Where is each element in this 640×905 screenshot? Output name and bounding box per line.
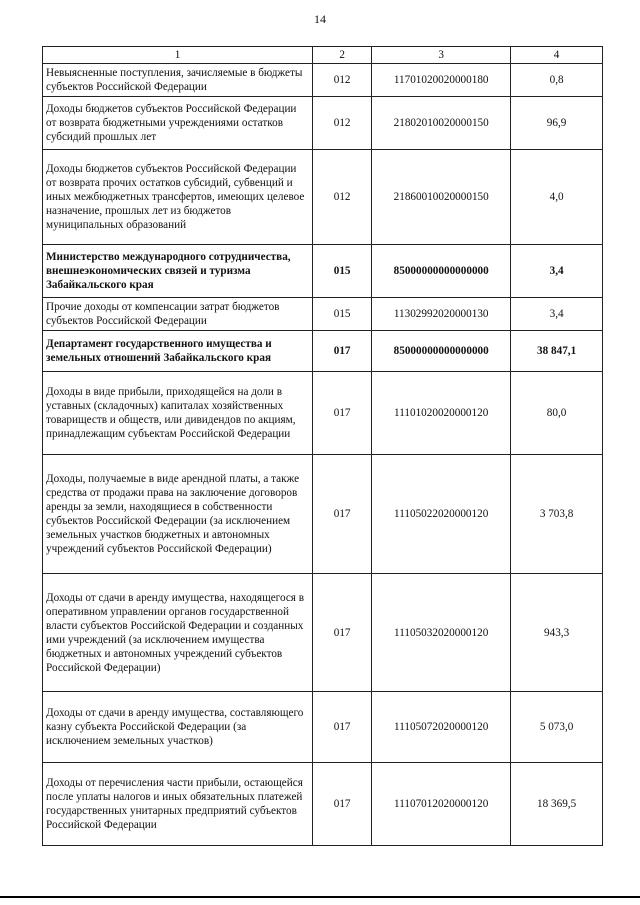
revenue-name-cell: Доходы от перечисления части прибыли, остающейся после уплаты налогов и иных обязательных платежей государственных унитарных предприятий субъектов Российской Федерации xyxy=(43,763,313,846)
amount-cell: 0,8 xyxy=(511,64,603,97)
amount-cell: 3,4 xyxy=(511,298,603,331)
admin-code-cell: 017 xyxy=(313,455,372,574)
budget-code-cell: 21860010020000150 xyxy=(372,150,511,245)
amount-cell: 5 073,0 xyxy=(511,692,603,763)
table-row xyxy=(43,692,603,763)
budget-code-cell: 11701020020000180 xyxy=(372,64,511,97)
table-header-row xyxy=(43,47,603,64)
budget-code-cell: 11302992020000130 xyxy=(372,298,511,331)
column-header-1: 1 xyxy=(43,47,313,64)
revenue-name-cell: Доходы бюджетов субъектов Российской Федерации от возврата бюджетными учреждениями остатков субсидий прошлых лет xyxy=(43,97,313,150)
admin-code-cell: 017 xyxy=(313,331,372,372)
amount-cell: 96,9 xyxy=(511,97,603,150)
budget-code-cell: 85000000000000000 xyxy=(372,331,511,372)
amount-cell: 943,3 xyxy=(511,574,603,692)
revenue-name-cell: Доходы, получаемые в виде арендной платы, а также средства от продажи права на заключение договоров аренды за земли, находящиеся в собственности субъектов Российской Федерации (за исключением земельных участков бюджетных и автономных учреждений субъектов Российской Федерации) xyxy=(43,455,313,574)
budget-code-cell: 11105032020000120 xyxy=(372,574,511,692)
amount-cell: 18 369,5 xyxy=(511,763,603,846)
admin-code-cell: 017 xyxy=(313,372,372,455)
admin-code-cell: 015 xyxy=(313,245,372,298)
revenue-name-cell: Доходы от сдачи в аренду имущества, находящегося в оперативном управлении органов государственной власти субъектов Российской Федерации и созданных ими учреждений (за исключением имущества бюджетных и автономных учреждений субъектов Российской Федерации) xyxy=(43,574,313,692)
revenue-name-cell: Доходы в виде прибыли, приходящейся на доли в уставных (складочных) капиталах хозяйственных товариществ и обществ, или дивидендов по акциям, принадлежащим субъектам Российской Федерации xyxy=(43,372,313,455)
amount-cell: 3 703,8 xyxy=(511,455,603,574)
budget-code-cell: 11101020020000120 xyxy=(372,372,511,455)
admin-code-cell: 017 xyxy=(313,692,372,763)
admin-code-cell: 012 xyxy=(313,150,372,245)
page-number: 14 xyxy=(314,12,326,26)
column-header-3: 3 xyxy=(372,47,511,64)
table-row xyxy=(43,763,603,846)
table-body xyxy=(43,64,603,846)
revenue-name-cell: Прочие доходы от компенсации затрат бюджетов субъектов Российской Федерации xyxy=(43,298,313,331)
budget-code-cell: 11107012020000120 xyxy=(372,763,511,846)
revenue-name-cell: Невыясненные поступления, зачисляемые в бюджеты субъектов Российской Федерации xyxy=(43,64,313,97)
admin-code-cell: 017 xyxy=(313,574,372,692)
table-row xyxy=(43,372,603,455)
budget-code-cell: 85000000000000000 xyxy=(372,245,511,298)
admin-code-cell: 017 xyxy=(313,763,372,846)
revenue-name-cell: Департамент государственного имущества и земельных отношений Забайкальского края xyxy=(43,331,313,372)
table-row xyxy=(43,298,603,331)
revenue-name-cell: Министерство международного сотрудничества, внешнеэкономических связей и туризма Забайкальского края xyxy=(43,245,313,298)
revenue-name-cell: Доходы от сдачи в аренду имущества, составляющего казну субъекта Российской Федерации (за исключением земельных участков) xyxy=(43,692,313,763)
amount-cell: 80,0 xyxy=(511,372,603,455)
admin-code-cell: 015 xyxy=(313,298,372,331)
column-header-2: 2 xyxy=(313,47,372,64)
budget-code-cell: 11105022020000120 xyxy=(372,455,511,574)
revenue-table xyxy=(42,46,603,846)
table-row xyxy=(43,574,603,692)
amount-cell: 38 847,1 xyxy=(511,331,603,372)
table-row xyxy=(43,245,603,298)
budget-code-cell: 11105072020000120 xyxy=(372,692,511,763)
amount-cell: 4,0 xyxy=(511,150,603,245)
table-row xyxy=(43,150,603,245)
budget-code-cell: 21802010020000150 xyxy=(372,97,511,150)
admin-code-cell: 012 xyxy=(313,97,372,150)
table-row xyxy=(43,331,603,372)
table-row xyxy=(43,64,603,97)
table-row xyxy=(43,455,603,574)
column-header-4: 4 xyxy=(511,47,603,64)
amount-cell: 3,4 xyxy=(511,245,603,298)
admin-code-cell: 012 xyxy=(313,64,372,97)
bottom-border xyxy=(0,896,640,898)
table-row xyxy=(43,97,603,150)
revenue-name-cell: Доходы бюджетов субъектов Российской Федерации от возврата прочих остатков субсидий, субвенций и иных межбюджетных трансфертов, имеющих целевое назначение, прошлых лет из бюджетов муниципальных образований xyxy=(43,150,313,245)
